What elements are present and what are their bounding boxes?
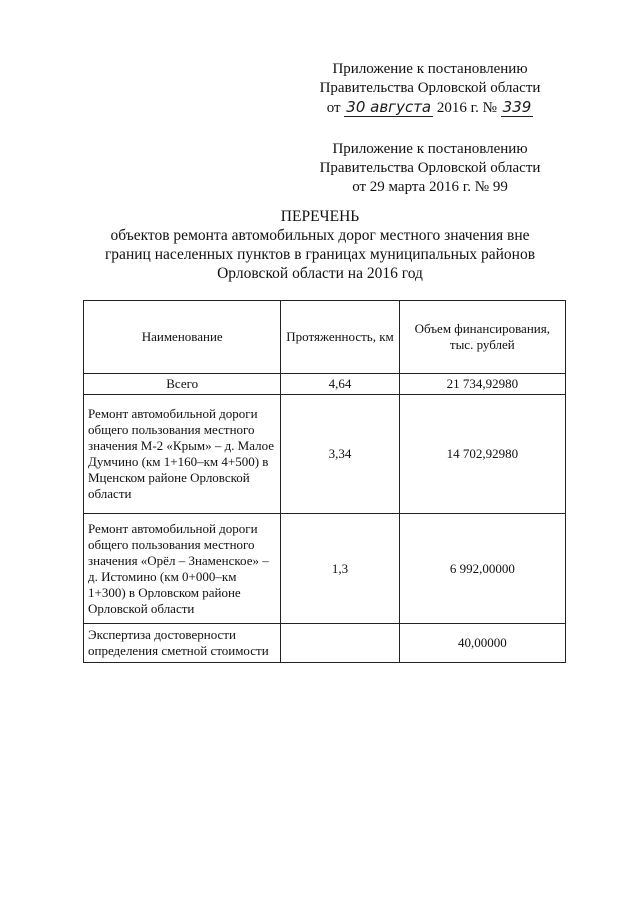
total-length: 4,64 — [281, 374, 399, 395]
total-label: Всего — [84, 374, 281, 395]
header-line-1: Приложение к постановлению — [332, 61, 528, 77]
header-length: Протяженность, км — [281, 301, 399, 374]
date-suffix: 2016 г. № — [436, 100, 497, 116]
prev-header-line-2: Правительства Орловской области — [319, 160, 541, 176]
row-amount: 14 702,92980 — [399, 395, 565, 514]
row-length — [281, 624, 399, 663]
total-amount: 21 734,92980 — [399, 374, 565, 395]
row-length: 3,34 — [281, 395, 399, 514]
current-resolution-header — [300, 60, 560, 118]
row-amount: 40,00000 — [399, 624, 565, 663]
row-name: Экспертиза достоверности определения сметной стоимости — [84, 624, 281, 663]
table-row — [84, 514, 566, 624]
table-header-row — [84, 301, 566, 374]
title-line-1: объектов ремонта автомобильных дорог местного значения вне — [110, 227, 530, 244]
handwritten-date: 30 августа — [346, 98, 432, 116]
prev-header-line-1: Приложение к постановлению — [332, 141, 528, 157]
table-row — [84, 624, 566, 663]
road-repair-table — [83, 300, 566, 663]
handwritten-number: 339 — [502, 98, 532, 116]
prev-header-line-3: от 29 марта 2016 г. № 99 — [352, 179, 508, 195]
header-date-line — [300, 98, 560, 118]
header-amount: Объем финансирования, тыс. рублей — [399, 301, 565, 374]
header-line-2: Правительства Орловской области — [319, 80, 541, 96]
row-name: Ремонт автомобильной дороги общего пользования местного значения М-2 «Крым» – д. Малое Думчино (км 1+160–км 4+500) в Мценском районе Орловской области — [84, 395, 281, 514]
title-heading: ПЕРЕЧЕНЬ — [280, 208, 360, 225]
row-length: 1,3 — [281, 514, 399, 624]
date-prefix: от — [326, 100, 341, 116]
total-row — [84, 374, 566, 395]
header-name: Наименование — [84, 301, 281, 374]
title-line-3: Орловской области на 2016 год — [217, 265, 423, 282]
previous-resolution-header — [300, 140, 560, 197]
row-amount: 6 992,00000 — [399, 514, 565, 624]
table-row — [84, 395, 566, 514]
row-name: Ремонт автомобильной дороги общего пользования местного значения «Орёл – Знаменское» – д. Истомино (км 0+000–км 1+300) в Орловском районе Орловской области — [84, 514, 281, 624]
document-title — [100, 207, 540, 283]
title-line-2: границ населенных пунктов в границах муниципальных районов — [104, 246, 536, 263]
